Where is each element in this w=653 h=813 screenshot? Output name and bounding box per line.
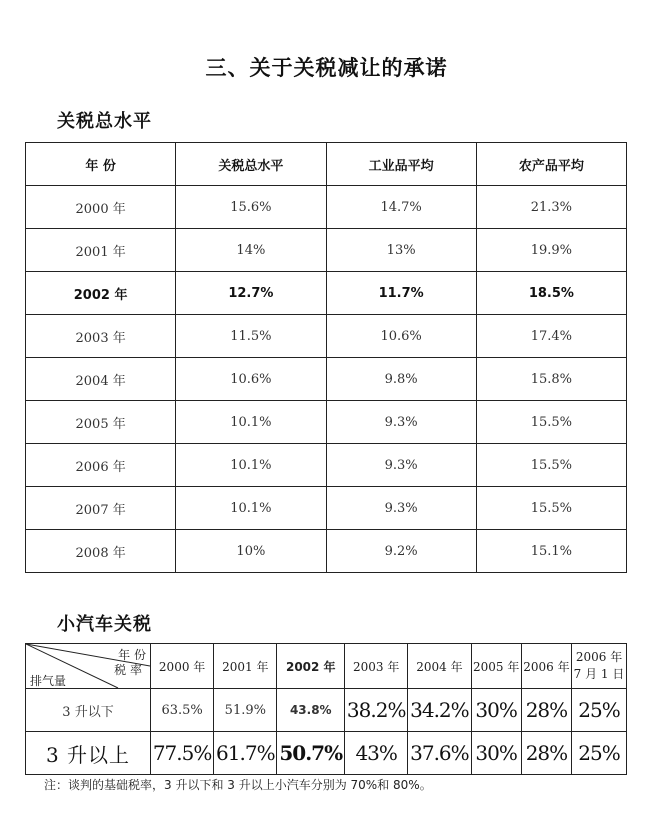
cell-industrial: 11.7% [326, 272, 476, 315]
cell-overall: 10.1% [176, 487, 326, 530]
table-row [26, 401, 627, 444]
cell-overall: 12.7% [176, 272, 326, 315]
cell-industrial: 9.8% [326, 358, 476, 401]
cell-overall: 10.6% [176, 358, 326, 401]
table-cell: 37.6% [408, 732, 471, 775]
row-label: 3 升以上 [26, 732, 151, 775]
table-row [26, 229, 627, 272]
cell-overall: 15.6% [176, 186, 326, 229]
cell-overall: 14% [176, 229, 326, 272]
cell-year: 2001 年 [26, 229, 176, 272]
tariff-level-table [25, 142, 627, 573]
table-cell: 28% [521, 689, 571, 732]
table-row [26, 186, 627, 229]
cell-industrial: 10.6% [326, 315, 476, 358]
table-cell: 43.8% [277, 689, 345, 732]
cell-agricultural: 15.5% [476, 401, 626, 444]
table-cell: 61.7% [214, 732, 277, 775]
table-cell: 77.5% [151, 732, 214, 775]
cell-agricultural: 15.5% [476, 487, 626, 530]
table-row-under-3l [26, 689, 627, 732]
table-row [26, 315, 627, 358]
cell-agricultural: 19.9% [476, 229, 626, 272]
table-cell: 30% [471, 689, 521, 732]
car-tariff-table [25, 643, 627, 775]
cell-agricultural: 21.3% [476, 186, 626, 229]
column-header-overall: 关税总水平 [176, 143, 326, 186]
cell-overall: 11.5% [176, 315, 326, 358]
cell-year: 2003 年 [26, 315, 176, 358]
cell-industrial: 9.3% [326, 444, 476, 487]
cell-industrial: 13% [326, 229, 476, 272]
year-header-july: 2006 年 7 月 1 日 [572, 644, 627, 689]
page-title: 三、关于关税减让的承诺 [205, 56, 448, 80]
cell-industrial: 14.7% [326, 186, 476, 229]
cell-agricultural: 15.8% [476, 358, 626, 401]
car-section-heading: 小汽车关税 [57, 614, 152, 635]
column-header-year: 年 份 [26, 143, 176, 186]
table-row [26, 487, 627, 530]
cell-industrial: 9.2% [326, 530, 476, 573]
footnote: 注：谈判的基础税率，3 升以下和 3 升以上小汽车分别为 70%和 80%。 [44, 778, 432, 792]
year-header: 2005 年 [471, 644, 521, 689]
table-header-row [26, 143, 627, 186]
corner-label-displacement: 排气量 [30, 674, 67, 688]
cell-overall: 10.1% [176, 401, 326, 444]
cell-year: 2008 年 [26, 530, 176, 573]
table-cell: 51.9% [214, 689, 277, 732]
table-row [26, 358, 627, 401]
table-cell: 34.2% [408, 689, 471, 732]
year-header: 2001 年 [214, 644, 277, 689]
column-header-industrial: 工业品平均 [326, 143, 476, 186]
cell-industrial: 9.3% [326, 487, 476, 530]
table-cell: 43% [345, 732, 408, 775]
cell-agricultural: 15.1% [476, 530, 626, 573]
year-header: 2006 年 [521, 644, 571, 689]
corner-label-year: 年 份 [118, 648, 146, 662]
cell-year: 2002 年 [26, 272, 176, 315]
column-header-agricultural: 农产品平均 [476, 143, 626, 186]
table-cell: 28% [521, 732, 571, 775]
table-cell: 25% [572, 732, 627, 775]
table-row-over-3l [26, 732, 627, 775]
cell-overall: 10% [176, 530, 326, 573]
year-header: 2004 年 [408, 644, 471, 689]
table-cell: 30% [471, 732, 521, 775]
diagonal-header-cell [26, 644, 151, 689]
table-cell: 63.5% [151, 689, 214, 732]
corner-label-rate: 税 率 [114, 663, 142, 677]
table-row [26, 530, 627, 573]
tariff-section-heading: 关税总水平 [57, 111, 152, 132]
cell-year: 2007 年 [26, 487, 176, 530]
table-cell: 38.2% [345, 689, 408, 732]
year-header: 2002 年 [277, 644, 345, 689]
table-cell: 25% [572, 689, 627, 732]
cell-agricultural: 15.5% [476, 444, 626, 487]
cell-year: 2006 年 [26, 444, 176, 487]
cell-overall: 10.1% [176, 444, 326, 487]
cell-agricultural: 17.4% [476, 315, 626, 358]
cell-industrial: 9.3% [326, 401, 476, 444]
cell-year: 2000 年 [26, 186, 176, 229]
cell-year: 2004 年 [26, 358, 176, 401]
table-row [26, 444, 627, 487]
year-header: 2000 年 [151, 644, 214, 689]
row-label: 3 升以下 [26, 689, 151, 732]
table-cell: 50.7% [277, 732, 345, 775]
cell-agricultural: 18.5% [476, 272, 626, 315]
cell-year: 2005 年 [26, 401, 176, 444]
table-row [26, 272, 627, 315]
year-header: 2003 年 [345, 644, 408, 689]
table-header-row [26, 644, 627, 689]
